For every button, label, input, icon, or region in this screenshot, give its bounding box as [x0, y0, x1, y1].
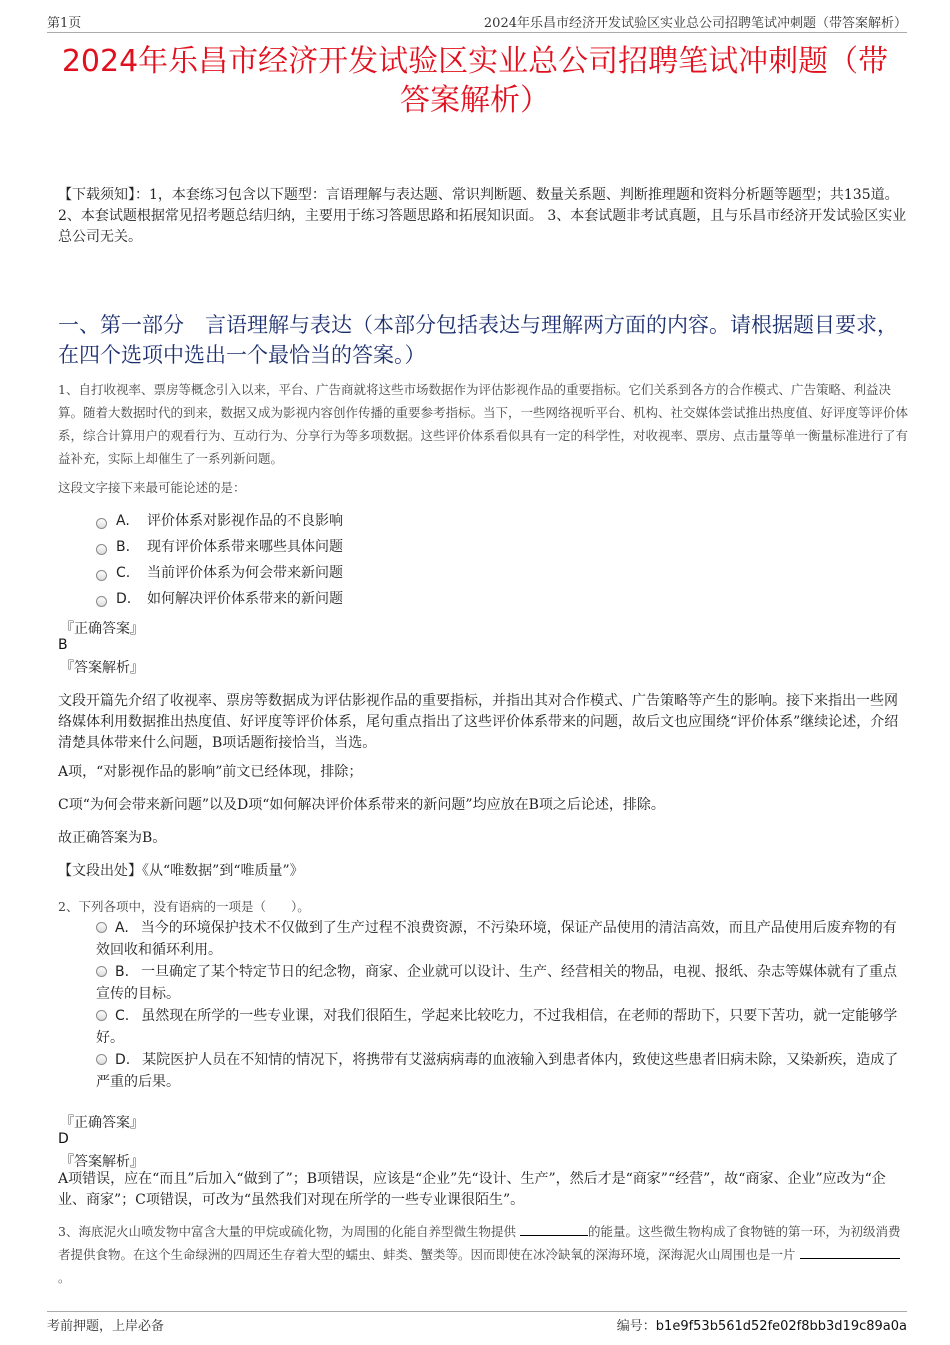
radio-button[interactable]	[96, 570, 107, 581]
analysis-paragraph: A项，“对影视作品的影响”前文已经体现，排除；	[58, 764, 363, 780]
option-letter: D.	[115, 1052, 131, 1068]
fill-blank[interactable]	[800, 1246, 900, 1259]
correct-answer-value: B	[58, 637, 68, 653]
section-heading: 一、第一部分 言语理解与表达（本部分包括表达与理解两方面的内容。请根据题目要求，在四个选项中选出一个最恰当的答案。）	[58, 313, 898, 367]
radio-button[interactable]	[96, 596, 107, 607]
option-letter: A.	[115, 920, 129, 936]
correct-answer-label: 『正确答案』	[60, 1115, 144, 1131]
option-c[interactable]	[96, 1005, 908, 1049]
radio-button[interactable]	[96, 1054, 107, 1065]
question-3-stem	[58, 1220, 908, 1289]
analysis-label: 『答案解析』	[60, 1154, 144, 1170]
analysis-paragraph: C项“为何会带来新问题”以及D项“如何解决评价体系带来的新问题”均应放在B项之后论述，排除。	[58, 797, 665, 813]
page-number: 第1页	[47, 16, 82, 31]
option-a[interactable]	[96, 917, 908, 961]
analysis-paragraph: 文段开篇先介绍了收视率、票房等数据成为评估影视作品的重要指标，并指出其对合作模式、广告策略等产生的影响。接下来指出一些网络媒体利用数据推出热度值、好评度等评价体系，尾句重点指出了这些评价体系带来的问题，故后文也应围绕“评价体系”继续论述，介绍清楚具体带来什么问题，B项话题衔接恰当，当选。	[58, 693, 899, 751]
download-notice: 【下载须知】：1，本套练习包含以下题型：言语理解与表达题、常识判断题、数量关系题、判断推理题和资料分析题等题型；共135道。 2、本套试题根据常见招考题总结归纳，主要用于练习答题思路和拓展知识面。 3、本套试题非考试真题，且与乐昌市经济开发试验区实业总公司无关。	[58, 187, 907, 245]
option-c[interactable]	[96, 560, 908, 586]
option-text: 当前评价体系为何会带来新问题	[147, 565, 343, 581]
footer-slogan: 考前押题，上岸必备	[47, 1319, 165, 1334]
radio-button[interactable]	[96, 966, 107, 977]
option-text: 某院医护人员在不知情的情况下，将携带有艾滋病病毒的血液输入到患者体内，致使这些患者旧病未除，又染新疾，造成了严重的后果。	[96, 1052, 899, 1090]
code-label: 编号：	[616, 1319, 656, 1334]
radio-button[interactable]	[96, 922, 107, 933]
analysis-paragraph: A项错误，应在“而且”后加入“做到了”；B项错误，应该是“企业”先“设计、生产”，然后才是“商家”“经营”，故“商家、企业”应改为“企业、商家”；C项错误，可改为“虽然我们对现在所学的一些专业课很陌生”。	[58, 1171, 886, 1208]
code-value: b1e9f53b561d52fe02f8bb3d19c89a0a	[655, 1319, 907, 1334]
radio-button[interactable]	[96, 518, 107, 529]
option-d[interactable]	[96, 586, 908, 612]
passage-source: 【文段出处】《从“唯数据”到“唯质量”》	[58, 863, 304, 879]
option-letter: B.	[115, 964, 130, 980]
page-footer	[47, 1311, 907, 1334]
question-1-stem: 1、自打收视率、票房等概念引入以来，平台、广告商就将这些市场数据作为评估影视作品的重要指标。它们关系到各方的合作模式、广告策略、利益决算。随着大数据时代的到来，数据又成为影视内容创作传播的重要参考指标。当下，一些网络视听平台、机构、社交媒体尝试推出热度值、好评度等评价体系，综合计算用户的观看行为、互动行为、分享行为等多项数据。这些评价体系看似具有一定的科学性，对收视率、票房、点击量等单一衡量标准进行了有益补充，实际上却催生了一系列新问题。	[58, 382, 909, 466]
document-code	[617, 1315, 907, 1334]
question-2-stem: 2、下列各项中，没有语病的一项是（ ）。	[58, 899, 310, 914]
option-text: 如何解决评价体系带来的新问题	[147, 591, 343, 607]
option-b[interactable]	[96, 534, 908, 560]
option-text: 当今的环境保护技术不仅做到了生产过程不浪费资源，不污染环境，保证产品使用的清洁高效，而且产品使用后废弃物的有效回收和循环利用。	[96, 920, 897, 958]
option-letter: C.	[115, 1008, 130, 1024]
correct-answer-label: 『正确答案』	[60, 621, 144, 637]
option-letter: A.	[116, 513, 130, 529]
page-header	[47, 12, 907, 33]
stem-text: 的能量。这些微生物构成了食物链的第一环，为初级消费者提供食物。在这个生命绿洲的四周还生存着大型的蠕虫、蚌类、蟹类等。因而即使在冰冷缺氧的深海环境，深海泥火山周围也是一片	[58, 1224, 901, 1262]
question-2-options	[96, 917, 908, 1093]
option-text: 现有评价体系带来哪些具体问题	[147, 539, 343, 555]
option-d[interactable]	[96, 1049, 908, 1093]
radio-button[interactable]	[96, 544, 107, 555]
option-letter: C.	[116, 565, 131, 581]
document-title: 2024年乐昌市经济开发试验区实业总公司招聘笔试冲刺题（带答案解析）	[61, 44, 889, 118]
question-1-prompt: 这段文字接下来最可能论述的是：	[58, 480, 246, 495]
radio-button[interactable]	[96, 1010, 107, 1021]
option-a[interactable]	[96, 508, 908, 534]
fill-blank[interactable]	[520, 1223, 588, 1236]
analysis-paragraph: 故正确答案为B。	[58, 830, 167, 846]
question-1-options	[96, 508, 908, 612]
option-letter: B.	[116, 539, 131, 555]
option-letter: D.	[116, 591, 132, 607]
option-text: 虽然现在所学的一些专业课，对我们很陌生，学起来比较吃力，不过我相信，在老师的帮助下，只要下苦功，就一定能够学好。	[96, 1008, 898, 1046]
correct-answer-value: D	[58, 1131, 69, 1147]
analysis-label: 『答案解析』	[60, 660, 144, 676]
option-b[interactable]	[96, 961, 908, 1005]
stem-text: 。	[58, 1270, 71, 1285]
stem-text: 3、海底泥火山喷发物中富含大量的甲烷或硫化物，为周围的化能自养型微生物提供	[58, 1224, 516, 1239]
option-text: 评价体系对影视作品的不良影响	[147, 513, 343, 529]
header-doc-title: 2024年乐昌市经济开发试验区实业总公司招聘笔试冲刺题（带答案解析）	[483, 16, 907, 31]
option-text: 一旦确定了某个特定节日的纪念物，商家、企业就可以设计、生产、经营相关的物品，电视、报纸、杂志等媒体就有了重点宣传的目标。	[96, 964, 898, 1002]
